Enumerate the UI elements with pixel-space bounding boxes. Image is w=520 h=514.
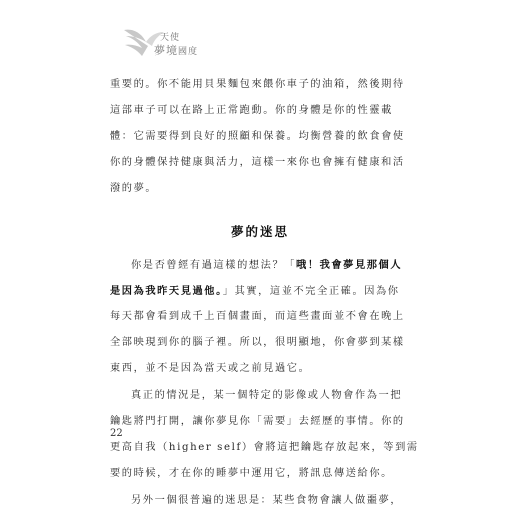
- text-line: 每天都會看到成千上百個畫面，而這些畫面並不會在晚上: [110, 311, 405, 322]
- logo-text-kingdom: 國度: [178, 47, 199, 57]
- text-line: 潑的夢。: [110, 183, 158, 194]
- text-line: 真正的情況是，某一個特定的影像或人物會作為一把: [131, 390, 403, 401]
- text-line: 全部映現到你的腦子裡。所以，很明顯地，你會夢到某樣: [110, 337, 405, 348]
- text-line: 更高自我（higher self）會將這把鑰匙存放起來，等到需: [110, 442, 419, 453]
- paragraph-1: [110, 72, 410, 202]
- bold-quote: 哦！我會夢見那個人: [296, 259, 403, 271]
- page-number: 22: [110, 428, 123, 439]
- logo-text-dream: 夢境: [154, 44, 178, 57]
- text-span: 」其實，這並不完全正確。因為你: [222, 286, 400, 297]
- logo-text-angel: 天使: [160, 33, 181, 43]
- text-line: 鑰匙將門打開，讓你夢見你「需要」去經歷的事情。你的: [110, 416, 405, 427]
- section-title: 夢的迷思: [230, 224, 289, 239]
- text-span: 你是否曾經有過這樣的想法？「: [131, 260, 297, 271]
- text-line: 另外一個很普遍的迷思是：某些食物會讓人做噩夢，: [131, 495, 403, 506]
- text-line: 東西，並不是因為當天或之前見過它。: [110, 363, 311, 374]
- text-line: [110, 252, 410, 278]
- page-content: [110, 72, 419, 514]
- text-line: [110, 278, 410, 304]
- paragraph-4: [110, 488, 410, 514]
- logo-text-dreamland: [154, 42, 198, 58]
- text-line: 你的身體保持健康與活力，這樣一來你也會擁有健康和活: [110, 157, 405, 168]
- bold-quote: 是因為我昨天見過他。: [110, 285, 223, 297]
- paragraph-3: [110, 383, 419, 487]
- text-line: 要的時候，才在你的睡夢中運用它，將訊息傳送給你。: [110, 468, 393, 479]
- text-line: 這部車子可以在路上正常跑動。你的身體是你的性靈載: [110, 105, 393, 116]
- paragraph-2: [110, 252, 410, 382]
- text-line: 體：它需要得到良好的照顧和保養。均衡營養的飲食會使: [110, 131, 405, 142]
- text-line: 重要的。你不能用貝果麵包來餵你車子的油箱，然後期待: [110, 79, 405, 90]
- book-header: [120, 24, 240, 64]
